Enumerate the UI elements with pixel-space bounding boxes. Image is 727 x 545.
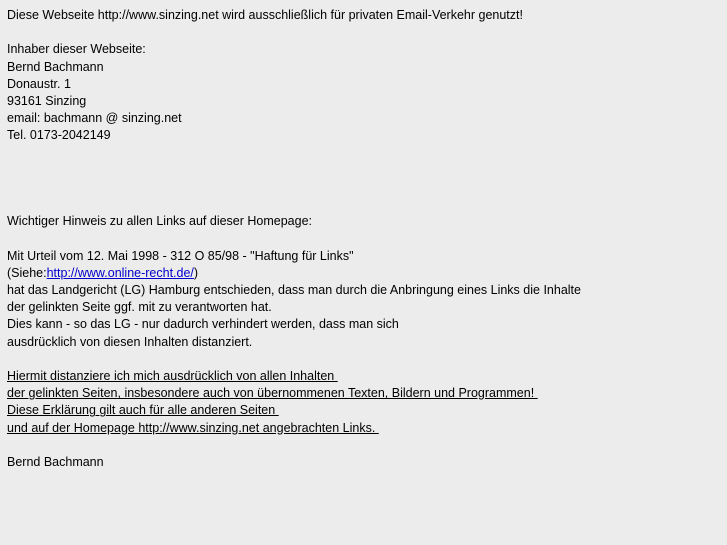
spacer [7,351,722,368]
notice-body-line: Dies kann - so das LG - nur dadurch verhindert werden, dass man sich [7,317,399,332]
spacer [7,230,722,247]
disclaimer-block [7,368,722,437]
disclaimer-line: Diese Erklärung gilt auch für alle anderen Seiten [7,403,279,418]
owner-heading: Inhaber dieser Webseite: [7,42,146,57]
spacer [7,437,722,454]
owner-phone: Tel. 0173-2042149 [7,128,111,143]
notice-see-line [7,265,722,282]
notice-heading: Wichtiger Hinweis zu allen Links auf dieser Homepage: [7,214,313,229]
disclaimer-line: der gelinkten Seiten, insbesondere auch von übernommenen Texten, Bildern und Programmen! [7,386,538,401]
notice-body-line: der gelinkten Seite ggf. mit zu verantworten hat. [7,300,272,315]
spacer [7,24,722,41]
owner-street: Donaustr. 1 [7,76,71,91]
owner-email: email: bachmann @ sinzing.net [7,111,182,126]
see-prefix: (Siehe: [7,265,47,280]
content [7,7,722,471]
spacer [7,196,722,213]
notice-ruling: Mit Urteil vom 12. Mai 1998 - 312 O 85/98 - "Haftung für Links" [7,248,354,263]
intro-text: Diese Webseite http://www.sinzing.net wird ausschließlich für privaten Email-Verkehr genutzt! [7,8,523,22]
signature: Bernd Bachmann [7,454,104,469]
notice-block [7,213,722,351]
online-recht-link[interactable]: http://www.online-recht.de/ [46,265,194,280]
disclaimer-line: und auf der Homepage http://www.sinzing.net angebrachten Links. [7,420,379,435]
owner-block [7,41,722,144]
disclaimer-line: Hiermit distanziere ich mich ausdrücklich von allen Inhalten [7,368,338,383]
owner-name: Bernd Bachmann [7,59,104,74]
see-suffix: ) [193,265,199,280]
notice-body-line: ausdrücklich von diesen Inhalten distanziert. [7,334,253,349]
notice-body-line: hat das Landgericht (LG) Hamburg entschieden, dass man durch die Anbringung eines Links die Inhalte [7,283,581,298]
owner-city: 93161 Sinzing [7,93,87,108]
spacer [7,145,722,197]
